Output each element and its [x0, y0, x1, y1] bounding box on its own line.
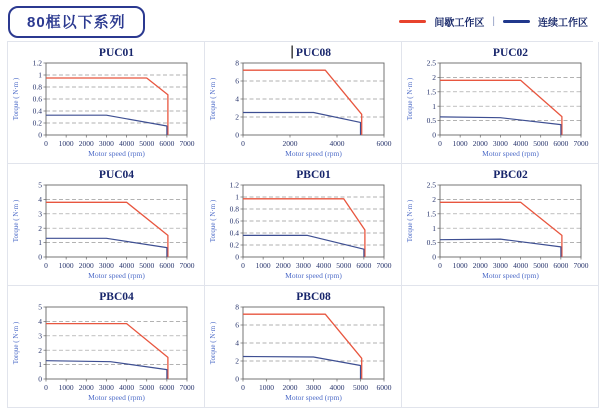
chart-text: 4 — [38, 317, 42, 326]
chart-text: PUC01 — [98, 47, 135, 59]
chart-text: 6000 — [159, 139, 175, 148]
continuous-curve — [243, 235, 364, 257]
chart-text: Motor speed (rpm) — [482, 149, 539, 158]
chart-cell-puc02 — [402, 42, 599, 164]
chart-text: 6000 — [159, 261, 175, 270]
chart-text: 0 — [38, 252, 42, 262]
intermittent-curve — [243, 199, 365, 257]
chart-text: 0 — [44, 261, 48, 270]
chart-text: 4000 — [119, 261, 135, 270]
chart-text: Motor speed (rpm) — [88, 149, 145, 158]
chart-text: 0.8 — [32, 82, 42, 92]
chart-text: 7000 — [179, 261, 195, 270]
chart-text: 3000 — [492, 261, 508, 270]
chart-text: 1000 — [452, 139, 468, 148]
chart-text: 4000 — [513, 139, 529, 148]
chart-text: 2.5 — [426, 58, 436, 68]
chart-text: 1000 — [255, 261, 271, 270]
chart-puc08 — [205, 42, 401, 162]
text-caret — [292, 46, 293, 59]
chart-text: 2.5 — [426, 180, 436, 190]
chart-text: 6000 — [553, 139, 569, 148]
chart-text: 0 — [44, 383, 48, 392]
intermittent-line-swatch — [399, 20, 426, 23]
chart-text: 5000 — [336, 261, 352, 270]
chart-text: 3000 — [98, 261, 114, 270]
chart-text: 1 — [432, 223, 436, 233]
chart-text: 5000 — [353, 383, 368, 392]
chart-grid — [7, 41, 593, 408]
intermittent-curve — [243, 314, 362, 379]
chart-text: Motor speed (rpm) — [285, 149, 342, 158]
chart-text: 6000 — [553, 261, 569, 270]
chart-text: Motor speed (rpm) — [482, 271, 539, 280]
chart-text: 0.4 — [229, 228, 239, 238]
chart-text: 5000 — [533, 261, 549, 270]
chart-text: 0.8 — [229, 204, 239, 214]
chart-cell-pbc02 — [402, 164, 599, 286]
chart-text: Torque ( N·m ) — [209, 321, 217, 365]
chart-text: Motor speed (rpm) — [88, 393, 145, 402]
chart-cell-puc01 — [8, 42, 205, 164]
chart-text: 0.5 — [426, 238, 436, 248]
chart-text: 2000 — [275, 261, 291, 270]
chart-text: PBC04 — [99, 291, 134, 303]
continuous-curve — [243, 357, 361, 380]
intermittent-curve — [440, 80, 562, 135]
chart-text: PBC02 — [493, 169, 528, 181]
chart-text: 4000 — [513, 261, 529, 270]
chart-text: 1000 — [259, 383, 274, 392]
chart-text: 1.2 — [32, 58, 42, 68]
chart-text: 0.6 — [229, 216, 239, 226]
chart-text: 2 — [38, 345, 42, 355]
chart-text: 1000 — [58, 139, 74, 148]
chart-text: 7000 — [573, 261, 589, 270]
chart-text: 6000 — [356, 261, 372, 270]
intermittent-curve — [46, 324, 168, 379]
chart-text: 0 — [432, 130, 436, 140]
chart-text: 2 — [235, 356, 239, 366]
chart-text: Torque ( N·m ) — [12, 321, 20, 365]
chart-text: 6 — [235, 76, 239, 86]
chart-text: 0 — [235, 374, 239, 384]
intermittent-curve — [46, 202, 168, 257]
chart-text: Motor speed (rpm) — [285, 393, 342, 402]
chart-text: 0 — [438, 261, 442, 270]
chart-text: 4000 — [119, 139, 135, 148]
chart-text: Torque ( N·m ) — [12, 77, 20, 121]
chart-text: 3000 — [492, 139, 508, 148]
continuous-curve — [46, 115, 167, 135]
chart-text: 2 — [38, 223, 42, 233]
chart-text: 0.6 — [32, 94, 42, 104]
chart-text: 5000 — [139, 139, 155, 148]
chart-text: 3000 — [306, 383, 321, 392]
chart-text: 0 — [38, 374, 42, 384]
chart-text: 1.5 — [426, 87, 436, 97]
chart-pbc02 — [402, 164, 598, 284]
chart-text: 7000 — [376, 261, 392, 270]
chart-text: 5 — [38, 180, 42, 190]
chart-text: 2 — [235, 112, 239, 122]
chart-text: 0 — [241, 383, 245, 392]
chart-text: 5 — [38, 302, 42, 312]
chart-text: 0 — [241, 139, 245, 148]
chart-cell-pbc04 — [8, 286, 205, 408]
chart-text: 0.2 — [32, 118, 42, 128]
chart-puc02 — [402, 42, 598, 162]
chart-text: 4 — [235, 94, 239, 104]
chart-text: 2 — [432, 195, 436, 204]
chart-text: 5000 — [139, 261, 155, 270]
chart-text: 2000 — [472, 139, 488, 148]
chart-text: 0 — [241, 261, 245, 270]
legend — [399, 14, 588, 29]
chart-text: 0 — [432, 252, 436, 262]
chart-cell-puc08 — [205, 42, 402, 164]
chart-text: 4000 — [119, 383, 135, 392]
chart-text: 5000 — [533, 139, 549, 148]
chart-text: 4000 — [329, 139, 345, 148]
chart-text: 1 — [38, 360, 42, 370]
chart-text: 4 — [235, 338, 239, 348]
chart-puc01 — [8, 42, 204, 162]
continuous-curve — [46, 361, 167, 379]
chart-text: 3000 — [295, 261, 311, 270]
chart-text: 0 — [438, 139, 442, 148]
chart-puc04 — [8, 164, 204, 284]
continuous-curve — [46, 238, 167, 257]
chart-text: 0.2 — [229, 240, 239, 250]
chart-text: 7000 — [179, 139, 195, 148]
chart-text: PBC01 — [296, 169, 331, 181]
chart-pbc08 — [205, 286, 401, 406]
chart-pbc01 — [205, 164, 401, 284]
chart-text: 2000 — [78, 261, 94, 270]
intermittent-curve — [440, 202, 562, 257]
chart-text: 0 — [235, 252, 239, 262]
chart-text: 0 — [38, 130, 42, 140]
chart-text: 2000 — [472, 261, 488, 270]
chart-text: 1 — [432, 101, 436, 111]
chart-text: 2 — [432, 73, 436, 82]
chart-text: 0.4 — [32, 106, 42, 116]
continuous-curve — [440, 239, 561, 257]
chart-text: 2000 — [282, 383, 298, 392]
chart-text: PUC02 — [492, 47, 529, 59]
chart-text: 1 — [38, 70, 42, 80]
chart-text: 1000 — [58, 261, 74, 270]
chart-text: 3000 — [98, 139, 114, 148]
chart-text: 3 — [38, 331, 42, 341]
chart-text: Torque ( N·m ) — [406, 199, 414, 243]
chart-text: PUC04 — [98, 169, 135, 181]
chart-pbc04 — [8, 286, 204, 406]
chart-text: 6 — [235, 320, 239, 330]
chart-text: 7000 — [179, 383, 195, 392]
chart-text: 0 — [44, 139, 48, 148]
chart-cell-pbc08 — [205, 286, 402, 408]
chart-text: 2000 — [78, 139, 94, 148]
chart-text: Torque ( N·m ) — [12, 199, 20, 243]
chart-text: 1.2 — [229, 180, 239, 190]
chart-text: Torque ( N·m ) — [209, 77, 217, 121]
chart-cell-pbc01 — [205, 164, 402, 286]
chart-text: 1.5 — [426, 209, 436, 219]
chart-text: Torque ( N·m ) — [209, 199, 217, 243]
chart-text: Motor speed (rpm) — [285, 271, 342, 280]
chart-text: 1000 — [58, 383, 74, 392]
chart-text: 3000 — [98, 383, 114, 392]
chart-text: 0.5 — [426, 116, 436, 126]
chart-text: 5000 — [139, 383, 155, 392]
legend-separator: | — [492, 16, 495, 27]
continuous-curve — [243, 113, 361, 136]
chart-text: 6000 — [376, 383, 392, 392]
chart-text: 8 — [235, 58, 239, 68]
chart-text: 2000 — [282, 139, 298, 148]
continuous-curve — [440, 117, 561, 135]
series-title-badge: 80框以下系列 — [8, 6, 145, 38]
chart-text: Motor speed (rpm) — [88, 271, 145, 280]
chart-text: PUC08 — [295, 47, 332, 59]
chart-text: 6000 — [159, 383, 175, 392]
chart-text: PBC08 — [296, 291, 331, 303]
intermittent-curve — [46, 78, 168, 135]
chart-text: 1 — [235, 192, 239, 202]
continuous-line-swatch — [503, 20, 530, 23]
chart-text: 1000 — [452, 261, 468, 270]
chart-text: 1 — [38, 238, 42, 248]
chart-text: 4000 — [316, 261, 332, 270]
chart-cell-puc04 — [8, 164, 205, 286]
chart-text: 4 — [38, 195, 42, 204]
chart-text: 3 — [38, 209, 42, 219]
header — [0, 0, 600, 41]
chart-text: 2000 — [78, 383, 94, 392]
chart-text: 7000 — [573, 139, 589, 148]
chart-text: Torque ( N·m ) — [406, 77, 414, 121]
chart-text: 8 — [235, 302, 239, 312]
empty-cell — [402, 286, 599, 408]
intermittent-label: 间歇工作区 — [434, 18, 485, 29]
chart-text: 4000 — [329, 383, 345, 392]
chart-text: 0 — [235, 130, 239, 140]
chart-text: 6000 — [376, 139, 392, 148]
continuous-label: 连续工作区 — [538, 18, 588, 29]
intermittent-curve — [243, 70, 362, 135]
